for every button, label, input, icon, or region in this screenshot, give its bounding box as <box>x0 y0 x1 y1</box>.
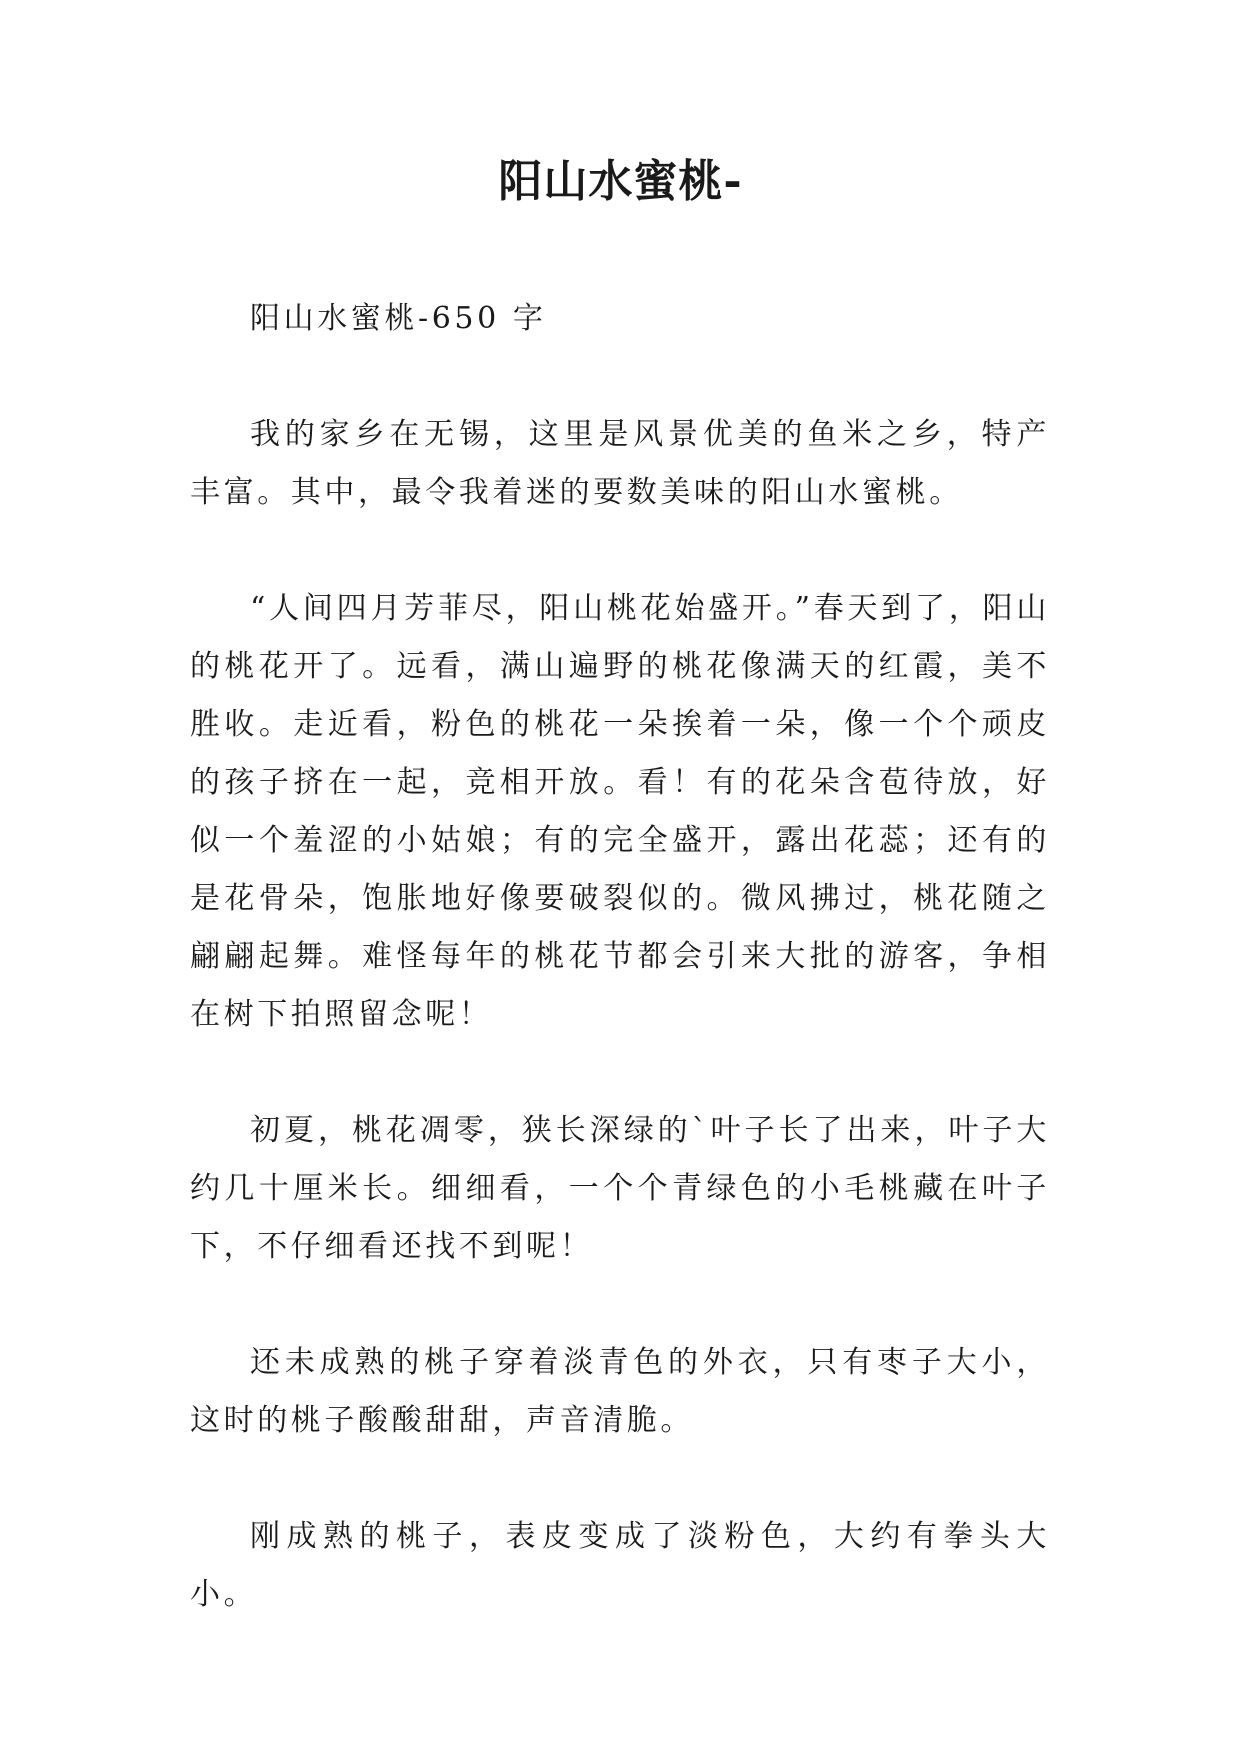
paragraph-spring-blossoms: “人间四月芳菲尽，阳山桃花始盛开。”春天到了，阳山的桃花开了。远看，满山遍野的桃花像满天的红霞，美不胜收。走近看，粉色的桃花一朵挨着一朵，像一个个顽皮的孩子挤在一起，竞相开放。看！有的花朵含苞待放，好似一个羞涩的小姑娘；有的完全盛开，露出花蕊；还有的是花骨朵，饱胀地好像要破裂似的。微风拂过，桃花随之翩翩起舞。难怪每年的桃花节都会引来大批的游客，争相在树下拍照留念呢！ <box>190 591 1050 1032</box>
paragraph-unripe-peach: 还未成熟的桃子穿着淡青色的外衣，只有枣子大小，这时的桃子酸酸甜甜，声音清脆。 <box>190 1345 1050 1438</box>
paragraph-subtitle: 阳山水蜜桃-650 字 <box>250 301 547 336</box>
paragraph-hometown: 我的家乡在无锡，这里是风景优美的鱼米之乡，特产丰富。其中，最令我着迷的要数美味的阳山水蜜桃。 <box>190 417 1050 510</box>
page-title: 阳山水蜜桃- <box>498 156 743 207</box>
document-body <box>190 290 1050 1624</box>
paragraph-early-summer: 初夏，桃花凋零，狭长深绿的`叶子长了出来，叶子大约几十厘米长。细细看，一个个青绿色的小毛桃藏在叶子下，不仔细看还找不到呢！ <box>190 1113 1050 1264</box>
paragraph-ripe-peach: 刚成熟的桃子，表皮变成了淡粉色，大约有拳头大小。 <box>190 1519 1050 1612</box>
